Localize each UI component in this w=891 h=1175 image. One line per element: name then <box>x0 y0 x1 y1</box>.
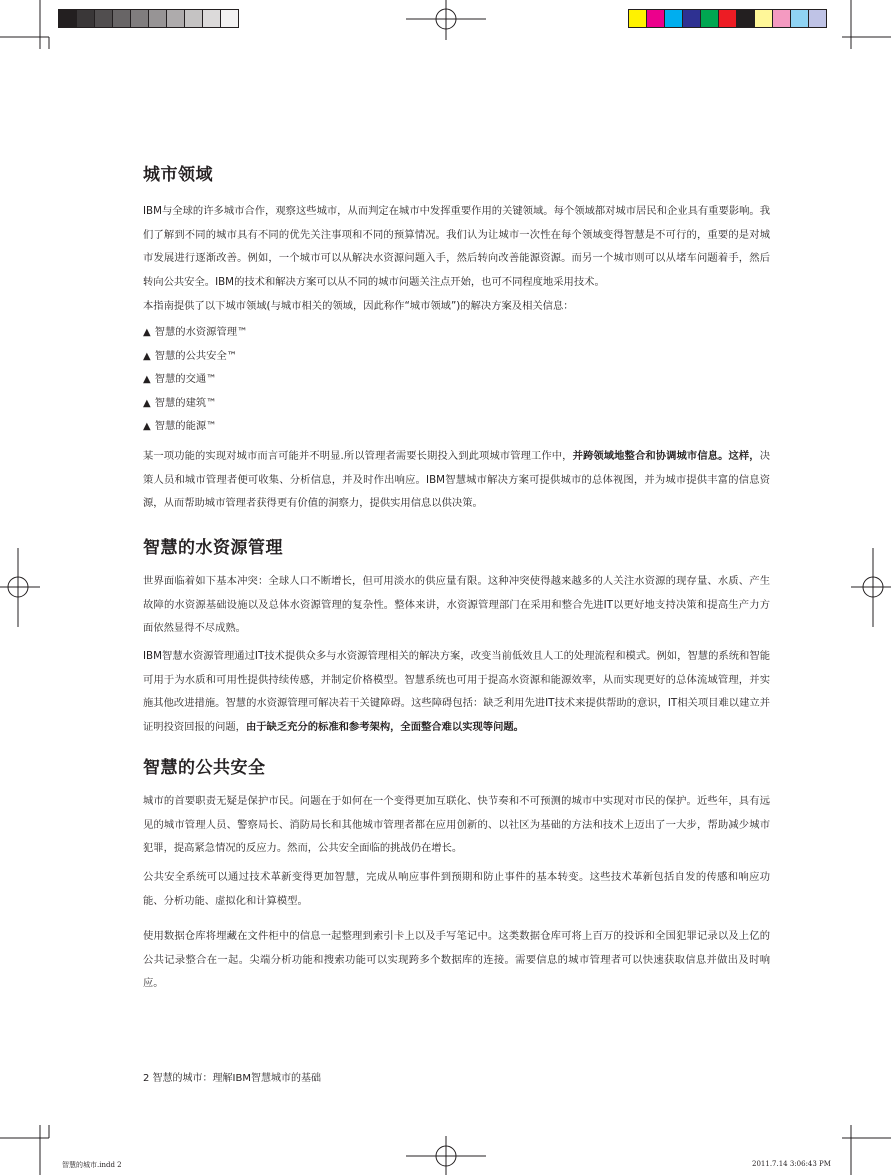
triangle-bullet-icon: ▲ <box>143 351 151 362</box>
paragraph-water-solution: IBM智慧水资源管理通过IT技术提供众多与水资源管理相关的解决方案，改变当前低效且人工的处理流程和模式。例如，智慧的系统和智能可用于为水质和可用性提供持续传感，并制定价格模型。智慧系统也可用于提高水资源和能源效率，从而实现更好的总体流域管理，并实施其他改进措施。智慧的水资源管理可解决若干关键障碍。这些障碍包括：缺乏利用先进IT技术来提供帮助的意识，IT相关项目难以建立并证明投资回报的问题，由于缺乏充分的标准和参考架构，全面整合难以实现等问题。 <box>143 650 770 733</box>
triangle-bullet-icon: ▲ <box>143 398 151 409</box>
color-swatch <box>754 9 773 28</box>
color-swatch <box>790 9 809 28</box>
color-swatch <box>646 9 665 28</box>
color-swatch <box>736 9 755 28</box>
gray-swatch <box>148 9 167 28</box>
paragraph-safety-duty: 城市的首要职责无疑是保护市民。问题在于如何在一个变得更加互联化、快节奏和不可预测的城市中实现对市民的保护。近些年，具有远见的城市管理人员、警察局长、消防局长和其他城市管理者都在应用创新的、以社区为基础的方法和技术上迈出了一大步，帮助减少城市犯罪，提高紧急情况的反应力。然而，公共安全面临的挑战仍在增长。 <box>143 795 770 854</box>
triangle-bullet-icon: ▲ <box>143 327 151 338</box>
heading-urban-domains: 城市领域 <box>143 165 213 185</box>
list-item: ▲ 智慧的建筑™ <box>143 397 217 409</box>
process-color-bar <box>628 9 826 28</box>
color-swatch <box>664 9 683 28</box>
page-footer: 2 智慧的城市：理解IBM智慧城市的基础 <box>143 1073 321 1084</box>
gray-swatch <box>94 9 113 28</box>
paragraph-cross-domain: 某一项功能的实现对城市而言可能并不明显.所以管理者需要长期投入到此项城市管理工作中，并跨领域地整合和协调城市信息。这样，决策人员和城市管理者便可收集、分析信息，并及时作出响应。IBM智慧城市解决方案可提供城市的总体视图，并为城市提供丰富的信息资源，从而帮助城市管理者获得更有价值的洞察力，提供实用信息以供决策。 <box>143 450 770 509</box>
gray-swatch <box>220 9 239 28</box>
gray-swatch <box>184 9 203 28</box>
color-swatch <box>718 9 737 28</box>
slug-timestamp: 2011.7.14 3:06:43 PM <box>752 1160 831 1168</box>
paragraph-guide-scope: 本指南提供了以下城市领域(与城市相关的领域，因此称作“城市领域”)的解决方案及相关信息： <box>143 300 574 312</box>
heading-public-safety: 智慧的公共安全 <box>143 758 266 778</box>
color-swatch <box>808 9 827 28</box>
gray-swatch <box>166 9 185 28</box>
gray-swatch <box>58 9 77 28</box>
paragraph-data-warehouse: 使用数据仓库将埋藏在文件柜中的信息一起整理到索引卡上以及手写笔记中。这类数据仓库可将上百万的投诉和全国犯罪记录以及上亿的公共记录整合在一起。尖端分析功能和搜索功能可以实现跨多个数据库的连接。需要信息的城市管理者可以快速获取信息并做出及时响应。 <box>143 930 770 989</box>
gray-swatch <box>130 9 149 28</box>
paragraph-water-challenge: 世界面临着如下基本冲突：全球人口不断增长，但可用淡水的供应量有限。这种冲突使得越来越多的人关注水资源的现存量、水质、产生故障的水资源基础设施以及总体水资源管理的复杂性。整体来讲，水资源管理部门在采用和整合先进IT以更好地支持决策和提高生产力方面依然显得不尽成熟。 <box>143 575 770 634</box>
heading-smart-water: 智慧的水资源管理 <box>143 538 283 558</box>
gray-swatch <box>112 9 131 28</box>
list-item: ▲ 智慧的能源™ <box>143 420 217 432</box>
color-swatch <box>628 9 647 28</box>
color-swatch <box>772 9 791 28</box>
gray-swatch <box>202 9 221 28</box>
list-item: ▲ 智慧的交通™ <box>143 373 217 385</box>
slug-file-name: 智慧的城市.indd 2 <box>62 1161 122 1169</box>
paragraph-safety-systems: 公共安全系统可以通过技术革新变得更加智慧，完成从响应事件到预期和防止事件的基本转变。这些技术革新包括自发的传感和响应功能、分析功能、虚拟化和计算模型。 <box>143 871 770 907</box>
color-swatch <box>700 9 719 28</box>
list-item: ▲ 智慧的水资源管理™ <box>143 326 248 338</box>
triangle-bullet-icon: ▲ <box>143 374 151 385</box>
color-swatch <box>682 9 701 28</box>
gray-swatch <box>76 9 95 28</box>
paragraph-urban-intro: IBM与全球的许多城市合作，观察这些城市，从而判定在城市中发挥重要作用的关键领域。每个领域都对城市居民和企业具有重要影响。我们了解到不同的城市具有不同的优先关注事项和不同的预算情况。我们认为让城市一次性在每个领域变得智慧是不可行的，重要的是对城市发展进行逐渐改善。例如，一个城市可以从解决水资源问题入手，然后转向改善能源资源。而另一个城市则可以从堵车问题着手，然后转向公共安全。IBM的技术和解决方案可以从不同的城市问题关注点开始，也可不同程度地采用技术。 <box>143 205 770 288</box>
list-item: ▲ 智慧的公共安全™ <box>143 350 238 362</box>
triangle-bullet-icon: ▲ <box>143 421 151 432</box>
grayscale-color-bar <box>58 9 238 28</box>
